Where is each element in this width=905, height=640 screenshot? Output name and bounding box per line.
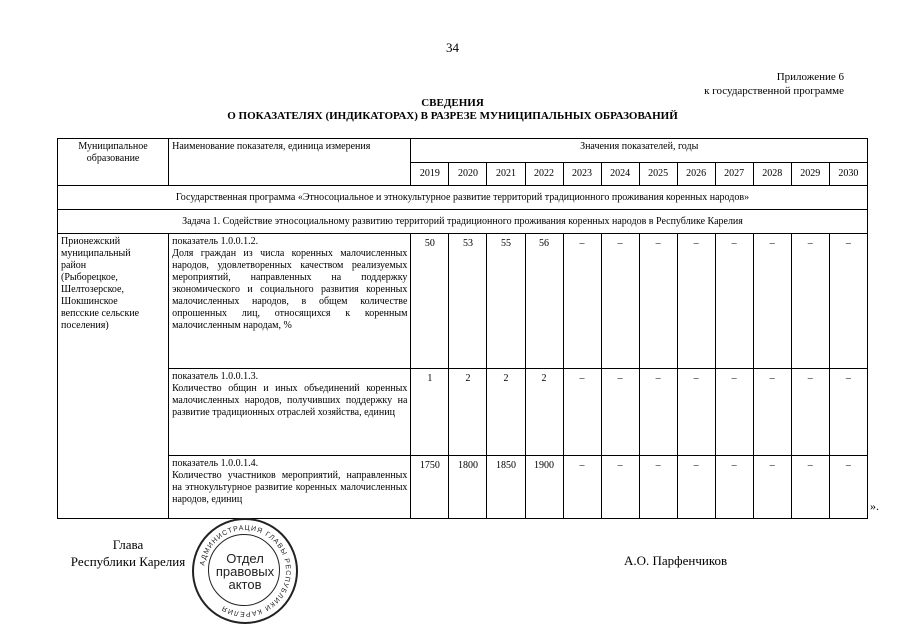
official-stamp — [192, 518, 298, 624]
indicator-value-cell: – — [677, 234, 715, 369]
indicator-value-cell: 1800 — [449, 456, 487, 519]
indicator-value-cell: 56 — [525, 234, 563, 369]
municipality-line: Прионежский — [61, 236, 121, 247]
col-municipality-header: Муниципальное образование — [58, 139, 169, 186]
indicator-value-cell: – — [601, 369, 639, 456]
heading-line-1: СВЕДЕНИЯ — [421, 97, 484, 109]
heading-line-2: О ПОКАЗАТЕЛЯХ (ИНДИКАТОРАХ) В РАЗРЕЗЕ МУНИЦИПАЛЬНЫХ ОБРАЗОВАНИЙ — [227, 110, 678, 122]
indicator-value-cell: – — [791, 369, 829, 456]
indicator-value-cell: 50 — [411, 234, 449, 369]
stamp-line-3: актов — [228, 577, 262, 592]
indicator-value-cell: 1900 — [525, 456, 563, 519]
year-header: 2020 — [449, 162, 487, 186]
indicator-value-cell: – — [639, 369, 677, 456]
indicator-value-cell: – — [715, 234, 753, 369]
municipality-cell — [58, 234, 169, 519]
indicator-value-cell: – — [829, 456, 867, 519]
closing-quote: ». — [870, 499, 879, 513]
stamp-center-text — [192, 552, 298, 591]
municipality-line: Шокшинское — [61, 296, 118, 307]
indicator-value-cell: 1850 — [487, 456, 525, 519]
year-header: 2027 — [715, 162, 753, 186]
task-row — [58, 210, 868, 234]
indicator-value-cell: – — [677, 456, 715, 519]
year-header: 2029 — [791, 162, 829, 186]
indicator-value-cell: – — [601, 234, 639, 369]
indicator-value-cell: 2 — [449, 369, 487, 456]
indicator-value-cell: – — [639, 234, 677, 369]
indicator-row — [58, 234, 868, 369]
indicator-row — [58, 456, 868, 519]
year-header: 2025 — [639, 162, 677, 186]
appendix-note — [704, 70, 844, 98]
indicator-value-cell: – — [639, 456, 677, 519]
document-heading — [0, 97, 905, 123]
task-cell: Задача 1. Содействие этносоциальному развитию территорий традиционного проживания коренных народов в Республике Карелия — [58, 210, 868, 234]
signatory-title — [62, 536, 194, 570]
indicator-value-cell: 55 — [487, 234, 525, 369]
indicator-value-cell: – — [563, 369, 601, 456]
indicator-value-cell: – — [791, 456, 829, 519]
indicator-value-cell: – — [829, 234, 867, 369]
indicator-value-cell: – — [753, 456, 791, 519]
indicator-value-cell: – — [715, 369, 753, 456]
indicator-value-cell: – — [753, 369, 791, 456]
indicator-description: Количество участников мероприятий, направленных на этнокультурное развитие коренных малочисленных народов, единиц — [172, 470, 408, 505]
indicator-code: показатель 1.0.0.1.3. — [172, 371, 259, 382]
indicator-value-cell: – — [791, 234, 829, 369]
indicator-value-cell: 1750 — [411, 456, 449, 519]
year-header: 2022 — [525, 162, 563, 186]
indicator-code: показатель 1.0.0.1.2. — [172, 236, 259, 247]
col-values-header: Значения показателей, годы — [411, 139, 868, 163]
year-header: 2030 — [829, 162, 867, 186]
indicator-code: показатель 1.0.0.1.4. — [172, 458, 259, 469]
appendix-line-2: к государственной программе — [704, 85, 844, 97]
program-cell: Государственная программа «Этносоциальное и этнокультурное развитие территорий традиционного проживания коренных народов» — [58, 186, 868, 210]
indicator-value-cell: 1 — [411, 369, 449, 456]
indicator-value-cell: – — [715, 456, 753, 519]
indicator-row — [58, 369, 868, 456]
indicator-value-cell: 2 — [487, 369, 525, 456]
indicator-value-cell: – — [563, 456, 601, 519]
indicator-value-cell: 53 — [449, 234, 487, 369]
indicator-description: Количество общин и иных объединений коренных малочисленных народов, получивших поддержку на развитие традиционных отраслей хозяйства, единиц — [172, 383, 408, 418]
municipality-line: (Рыборецкое, — [61, 272, 118, 283]
year-header: 2023 — [563, 162, 601, 186]
stamp-ring-text: АДМИНИСТРАЦИЯ ГЛАВЫ РЕСПУБЛИКИ КАРЕЛИЯ — [199, 524, 292, 618]
stamp-line-2: правовых — [215, 564, 275, 579]
indicator-name-cell — [169, 234, 411, 369]
program-row — [58, 186, 868, 210]
stamp-line-1: Отдел — [226, 551, 264, 566]
year-header: 2024 — [601, 162, 639, 186]
municipality-line: муниципальный — [61, 248, 131, 259]
header-row — [58, 139, 868, 163]
indicator-value-cell: 2 — [525, 369, 563, 456]
indicator-name-cell — [169, 369, 411, 456]
indicator-value-cell: – — [601, 456, 639, 519]
indicator-value-cell: – — [563, 234, 601, 369]
municipality-line: Шелтозерское, — [61, 284, 124, 295]
indicator-description: Доля граждан из числа коренных малочисленных народов, удовлетворенных качеством реализуемых мероприятий, направленных на поддержку экономического и социального развития коренных малочисленных народов, в общем количестве опрошенных лиц, относящихся к коренным малочисленным народам, % — [172, 248, 408, 331]
indicator-name-cell — [169, 456, 411, 519]
year-header: 2028 — [753, 162, 791, 186]
indicators-table — [57, 138, 868, 519]
appendix-line-1: Приложение 6 — [776, 71, 844, 83]
indicator-value-cell: – — [677, 369, 715, 456]
signatory-name: А.О. Парфенчиков — [624, 553, 728, 568]
indicator-value-cell: – — [753, 234, 791, 369]
municipality-line: вепсские сельские — [61, 308, 140, 319]
municipality-line: район — [61, 260, 87, 271]
page-number: 34 — [446, 40, 459, 55]
municipality-line: поселения) — [61, 320, 109, 331]
year-header: 2021 — [487, 162, 525, 186]
col-indicator-header: Наименование показателя, единица измерения — [169, 139, 411, 186]
signatory-title-line-1: Глава — [112, 537, 144, 552]
signatory-title-line-2: Республики Карелия — [70, 554, 186, 569]
indicator-value-cell: – — [829, 369, 867, 456]
year-header: 2019 — [411, 162, 449, 186]
year-header: 2026 — [677, 162, 715, 186]
